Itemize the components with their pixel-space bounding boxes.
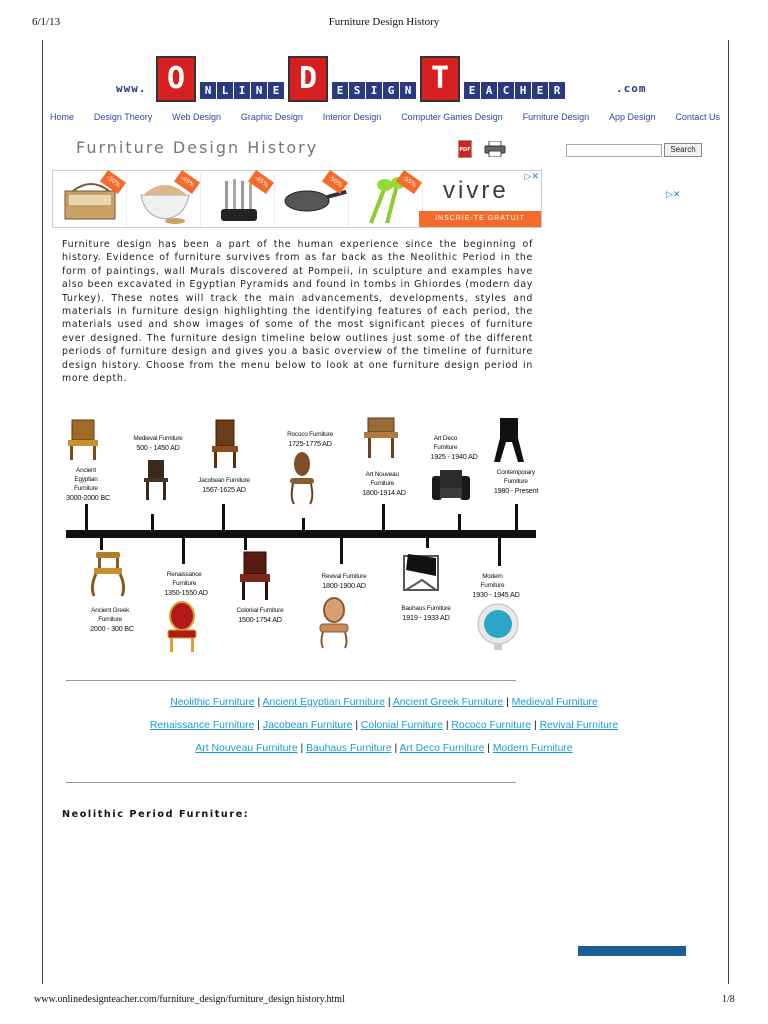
link-separator: |: [534, 720, 537, 731]
print-page-number: 1/8: [722, 994, 735, 1005]
logo-char: I: [234, 82, 250, 99]
logo-letter-d: D: [288, 56, 328, 102]
logo-letter-t: T: [420, 56, 460, 102]
timeline-label-medieval: [133, 434, 182, 452]
nav-app-design[interactable]: App Design: [609, 112, 656, 122]
link-rococo-furniture[interactable]: Rococo Furniture: [451, 720, 532, 731]
period-links-row-3: [40, 743, 728, 754]
art-deco-armchair-icon: [432, 470, 470, 500]
timeline-period-years: 1500-1754 AD: [238, 615, 282, 624]
timeline-period-name: Ancient Egyptian Furniture: [74, 467, 98, 492]
printer-icon[interactable]: [484, 141, 506, 157]
timeline-period-years: 1800-1914 AD: [362, 488, 406, 497]
intro-paragraph: Furniture design has been a part of the human experience since the beginning of history. Evidence of furniture survives from as far back as the Neolithic Period in the form of paintings, wall Murals discovered at Pompeii, in sculpture and examples have also been excavated in Egyptian Pyramids and found in tombs in Ghiordes (modern day Turkey). These notes will track the main advancements, developments, styles and materials in furniture design highlighting the identifying features of each period, the materials used and show images of some of the most significant pieces of furniture ever designed. The furniture design timeline below outlines just some of the different periods of furniture design and gives you a basic overview of the timeline of furniture design history. Choose from the menu below to look at one furniture design period in more depth.: [62, 239, 534, 385]
furniture-timeline: [60, 414, 540, 666]
timeline-tick: [458, 514, 461, 530]
logo-char: N: [200, 82, 216, 99]
period-links-row-1: [40, 697, 728, 708]
link-separator: |: [387, 697, 391, 708]
timeline-period-name: Revival Furniture: [321, 573, 367, 580]
print-url: www.onlinedesignteacher.com/furniture_design/furniture_design history.html: [34, 994, 345, 1005]
logo-char: L: [217, 82, 233, 99]
ad-product-wok[interactable]: [277, 173, 349, 227]
link-colonial-furniture[interactable]: Colonial Furniture: [360, 720, 443, 731]
timeline-period-name: Medieval Furniture: [133, 435, 183, 442]
period-links-row-2: [40, 720, 728, 731]
timeline-period-name: Art Deco Furniture: [433, 435, 458, 451]
timeline-label-renaissance: [164, 570, 208, 597]
timeline-period-years: 1980 - Present: [493, 486, 539, 495]
nav-graphic-design[interactable]: Graphic Design: [240, 112, 303, 122]
logo-char: I: [366, 82, 382, 99]
logo-char: E: [464, 82, 480, 99]
timeline-tick: [426, 538, 429, 548]
timeline-period-name: Jacobean Furniture: [198, 477, 250, 484]
timeline-period-name: Bauhaus Furniture: [401, 605, 451, 612]
timeline-label-rococo: [287, 430, 333, 448]
greek-chair-icon: [92, 552, 123, 596]
search-input[interactable]: [566, 144, 662, 157]
logo-char: C: [498, 82, 514, 99]
timeline-tick: [340, 538, 343, 564]
timeline-period-years: 1925 - 1940 AD: [430, 452, 478, 461]
nav-home[interactable]: Home: [50, 112, 75, 122]
link-separator: |: [394, 743, 398, 754]
timeline-period-name: Art Nouveau Furniture: [365, 471, 399, 487]
timeline-label-art-nouveau: [362, 470, 406, 497]
timeline-period-name: Ancient Greek Furniture: [91, 607, 130, 623]
logo-word-nline: [200, 82, 284, 99]
timeline-period-years: 2000 - 300 BC: [90, 624, 134, 633]
timeline-label-modern: [472, 572, 519, 599]
logo-char: E: [268, 82, 284, 99]
timeline-period-name: Modern Furniture: [480, 573, 505, 589]
logo-word-eacher: [464, 82, 565, 99]
timeline-tick: [151, 514, 154, 530]
nav-design-theory[interactable]: Design Theory: [93, 112, 153, 122]
colonial-chair-icon: [240, 552, 270, 600]
medieval-chair-icon: [144, 460, 168, 500]
ad-product-knife-set[interactable]: [203, 173, 275, 227]
print-title: Furniture Design History: [328, 16, 440, 28]
link-medieval-furniture[interactable]: Medieval Furniture: [511, 697, 598, 708]
timeline-label-art-deco: [430, 434, 477, 461]
ad-banner[interactable]: [52, 170, 542, 228]
search-button[interactable]: Search: [664, 143, 702, 157]
right-page-border: [728, 40, 729, 984]
timeline-tick: [85, 504, 88, 530]
link-jacobean-furniture[interactable]: Jacobean Furniture: [262, 720, 353, 731]
link-revival-furniture[interactable]: Revival Furniture: [539, 720, 619, 731]
link-separator: |: [445, 720, 449, 731]
page-title: Furniture Design History: [76, 138, 319, 157]
logo-word-esign: [332, 82, 416, 99]
link-ancient-greek-furniture[interactable]: Ancient Greek Furniture: [392, 697, 504, 708]
jacobean-chair-icon: [212, 420, 238, 468]
timeline-period-years: 1930 - 1945 AD: [472, 590, 520, 599]
timeline-tick: [244, 538, 247, 550]
logo-char: E: [332, 82, 348, 99]
logo-char: N: [400, 82, 416, 99]
discount-tag: -45%: [248, 170, 274, 194]
logo-letter-o: O: [156, 56, 196, 102]
timeline-period-years: 3000-2000 BC: [66, 493, 110, 502]
timeline-period-name: Rococo Furniture: [287, 431, 333, 438]
link-separator: |: [487, 743, 490, 754]
section-heading-neolithic: Neolithic Period Furniture:: [62, 809, 250, 820]
timeline-tick: [302, 518, 305, 530]
ad-product-bowl[interactable]: [129, 173, 201, 227]
timeline-period-years: 1919 - 1933 AD: [402, 613, 450, 622]
main-nav: [50, 112, 720, 128]
renaissance-chair-icon: [168, 602, 196, 652]
timeline-tick: [498, 538, 501, 566]
link-art-deco-furniture[interactable]: Art Deco Furniture: [399, 743, 485, 754]
logo-char: S: [349, 82, 365, 99]
timeline-period-years: 1350-1550 AD: [164, 588, 208, 597]
ad-product-picnic-basket[interactable]: [55, 173, 127, 227]
rococo-chair-icon: [290, 452, 314, 504]
ad-product-salad-servers[interactable]: [351, 173, 423, 227]
logo-char: N: [251, 82, 267, 99]
scroll-bar-strip[interactable]: [578, 946, 686, 956]
ball-chair-icon: [478, 604, 518, 650]
logo-char: E: [532, 82, 548, 99]
link-art-nouveau-furniture[interactable]: Art Nouveau Furniture: [195, 743, 298, 754]
discount-tag: -45%: [174, 170, 200, 194]
nav-web-design[interactable]: Web Design: [172, 112, 221, 122]
discount-tag: -55%: [396, 170, 422, 194]
logo-suffix: .com: [616, 82, 647, 95]
site-logo[interactable]: [116, 52, 660, 106]
left-page-border: [42, 40, 43, 984]
timeline-axis: [66, 530, 536, 538]
discount-tag: -30%: [100, 170, 126, 194]
timeline-period-name: Colonial Furniture: [236, 607, 284, 614]
timeline-period-years: 1567-1625 AD: [202, 485, 246, 494]
timeline-period-years: 1725-1775 AD: [288, 439, 332, 448]
link-separator: |: [257, 697, 261, 708]
logo-prefix: www.: [116, 82, 147, 95]
link-separator: |: [355, 720, 359, 731]
print-header: [0, 16, 768, 32]
timeline-label-colonial: [237, 606, 284, 624]
timeline-tick: [515, 504, 518, 530]
link-modern-furniture[interactable]: Modern Furniture: [492, 743, 573, 754]
timeline-period-name: Renaissance Furniture: [166, 571, 202, 587]
divider: [66, 782, 516, 783]
timeline-tick: [382, 504, 385, 530]
timeline-period-years: 500 - 1450 AD: [136, 443, 180, 452]
contemporary-chair-icon: [494, 418, 524, 462]
ad-brand: vivre: [443, 177, 509, 204]
link-bauhaus-furniture[interactable]: Bauhaus Furniture: [306, 743, 392, 754]
logo-char: G: [383, 82, 399, 99]
logo-char: A: [481, 82, 497, 99]
link-renaissance-furniture[interactable]: Renaissance Furniture: [149, 720, 255, 731]
timeline-label-ancient-egyptian: [66, 466, 110, 502]
ad-close-icon[interactable]: ▷✕: [666, 190, 681, 200]
nav-contact-us[interactable]: Contact Us: [675, 112, 720, 122]
print-date: 6/1/13: [32, 16, 61, 28]
nav-furniture-design[interactable]: Furniture Design: [522, 112, 590, 122]
revival-chair-icon: [320, 598, 348, 648]
egyptian-chair-icon: [68, 420, 98, 460]
link-separator: |: [506, 697, 509, 708]
discount-tag: -50%: [322, 170, 348, 194]
ad-close-icon[interactable]: ▷✕: [524, 172, 539, 182]
timeline-label-ancient-greek: [90, 606, 134, 633]
timeline-tick: [182, 538, 185, 564]
logo-char: H: [515, 82, 531, 99]
timeline-period-name: Contemporary Furniture: [496, 469, 535, 485]
nav-computer-games-design[interactable]: Computer Games Design: [401, 112, 503, 122]
divider: [66, 680, 516, 681]
timeline-tick: [222, 504, 225, 530]
timeline-tick: [100, 538, 103, 550]
bauhaus-chair-icon: [404, 554, 438, 590]
art-nouveau-desk-icon: [364, 418, 398, 458]
link-neolithic-furniture[interactable]: Neolithic Furniture: [170, 697, 255, 708]
pdf-icon[interactable]: PDF: [458, 140, 472, 158]
link-separator: |: [257, 720, 260, 731]
link-ancient-egyptian-furniture[interactable]: Ancient Egyptian Furniture: [262, 697, 385, 708]
timeline-label-jacobean: [198, 476, 249, 494]
timeline-label-revival: [322, 572, 367, 590]
logo-char: R: [549, 82, 565, 99]
nav-interior-design[interactable]: Interior Design: [322, 112, 382, 122]
timeline-label-bauhaus: [401, 604, 450, 622]
link-separator: |: [300, 743, 304, 754]
timeline-period-years: 1800-1900 AD: [322, 581, 366, 590]
timeline-label-contemporary: [494, 468, 538, 495]
ad-cta-button[interactable]: INSCRIE-TE GRATUIT: [419, 211, 541, 227]
